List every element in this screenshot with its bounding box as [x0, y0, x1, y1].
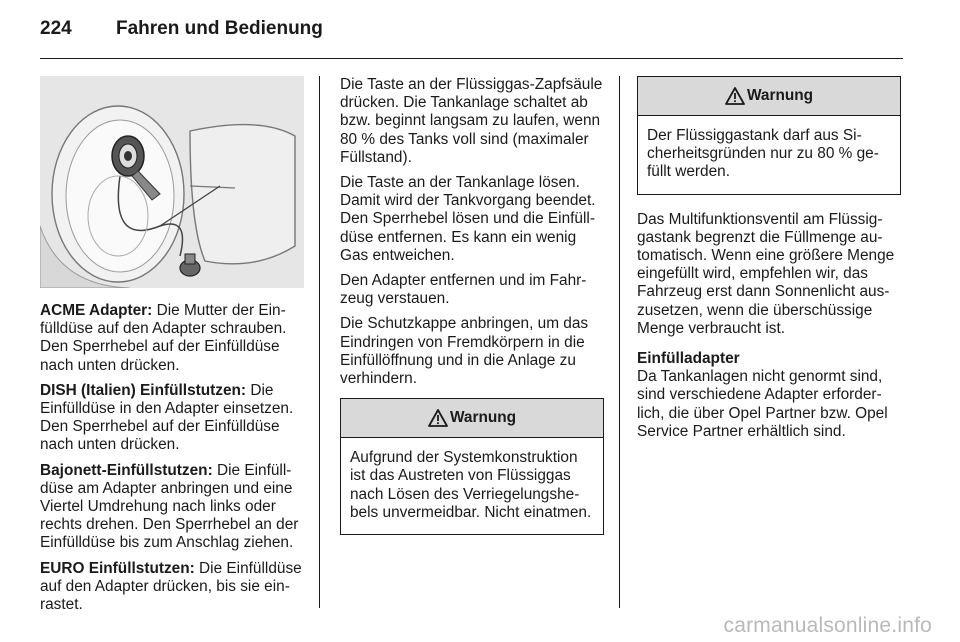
- paragraph: Die Taste an der Flüssiggas-Zapfsäule drücken. Die Tankanlage schaltet ab bzw. beginnt langsam zu laufen, wenn 80 % des Tanks voll sind (maximaler Füllstand).: [340, 76, 603, 166]
- column-2: [340, 76, 604, 551]
- warning-text: Der Flüssiggastank darf aus Sicherheitsgründen nur zu 80 % gefüllt werden.: [647, 127, 879, 181]
- paragraph: Da Tankanlagen nicht genormt sind, sind verschiedene Adapter erforderlich, die über Opel Partner bzw. Opel Service Partner erhältlich sind.: [637, 368, 888, 440]
- warning-text: Aufgrund der Systemkonstruktion ist das Austreten von Flüssiggas nach Lösen des Verriegelungshebels unvermeidbar. Nicht einatmen.: [350, 449, 592, 521]
- list-item: [40, 560, 304, 615]
- column-1: [40, 76, 304, 621]
- warning-box: [637, 76, 901, 195]
- column-divider-2: [619, 76, 620, 608]
- paragraph: Die Schutzkappe anbringen, um das Eindringen von Fremdkörpern in die Einfüllöffnung und in die Anlage zu verhindern.: [340, 315, 589, 388]
- subheading: Einfülladapter: [637, 350, 740, 368]
- term-dish: DISH (Italien) Einfüllstutzen:: [40, 381, 247, 399]
- warning-box: [340, 398, 604, 535]
- paragraph: Das Multifunktionsventil am Flüssiggastank begrenzt die Füllmenge automatisch. Wenn eine größere Menge eingefüllt wird, empfehlen wir, das Fahrzeug erst dann Sonnenlicht auszusetzen, wenn die überschüssige Menge verbraucht ist.: [637, 210, 895, 337]
- term-acme: ACME Adapter:: [40, 302, 153, 319]
- term-bajonett: Bajonett-Einfüllstutzen:: [40, 461, 213, 479]
- warning-header: [638, 77, 900, 116]
- paragraph: Die Taste an der Tankanlage lösen. Damit wird der Tankvorgang beendet. Den Sperrhebel lösen und die Einfülldüse entfernen. Es kann ein wenig Gas entweichen.: [340, 174, 596, 264]
- fuel-filler-flap-illustration: [40, 76, 304, 288]
- page-header: [40, 18, 323, 40]
- column-3: [637, 76, 901, 448]
- column-divider-1: [319, 76, 320, 608]
- text-acme: Die Mutter der Einfülldüse auf den Adapter schrauben. Den Sperrhebel auf der Einfülldüse nach unten drücken.: [40, 302, 287, 374]
- header-divider: [40, 58, 903, 59]
- warning-triangle-icon: [428, 409, 448, 427]
- section-title: Fahren und Bedienung: [116, 18, 323, 39]
- text-dish: Die Einfülldüse in den Adapter einsetzen. Den Sperrhebel auf der Einfülldüse nach unten drücken.: [40, 381, 294, 454]
- warning-triangle-icon: [725, 87, 745, 105]
- warning-title: Warnung: [746, 86, 814, 104]
- list-item: [40, 462, 304, 553]
- list-item: [40, 382, 304, 455]
- list-item: [40, 302, 304, 375]
- text-euro: Die Einfülldüse auf den Adapter drücken, bis sie einrastet.: [40, 559, 302, 614]
- paragraph: Den Adapter entfernen und im Fahrzeug verstauen.: [340, 272, 587, 308]
- fuel-filler-illustration: [40, 76, 304, 288]
- watermark: carmanualsonline.info: [723, 614, 932, 637]
- term-euro: EURO Einfüllstutzen:: [40, 559, 195, 577]
- page-number: 224: [40, 18, 72, 39]
- warning-title: Warnung: [449, 409, 517, 427]
- warning-header: [341, 399, 603, 438]
- text-bajonett: Die Einfülldüse am Adapter anbringen und eine Viertel Umdrehung nach links oder rechts drehen. Den Sperrhebel an der Einfülldüse bis zum Anschlag ziehen.: [40, 461, 299, 552]
